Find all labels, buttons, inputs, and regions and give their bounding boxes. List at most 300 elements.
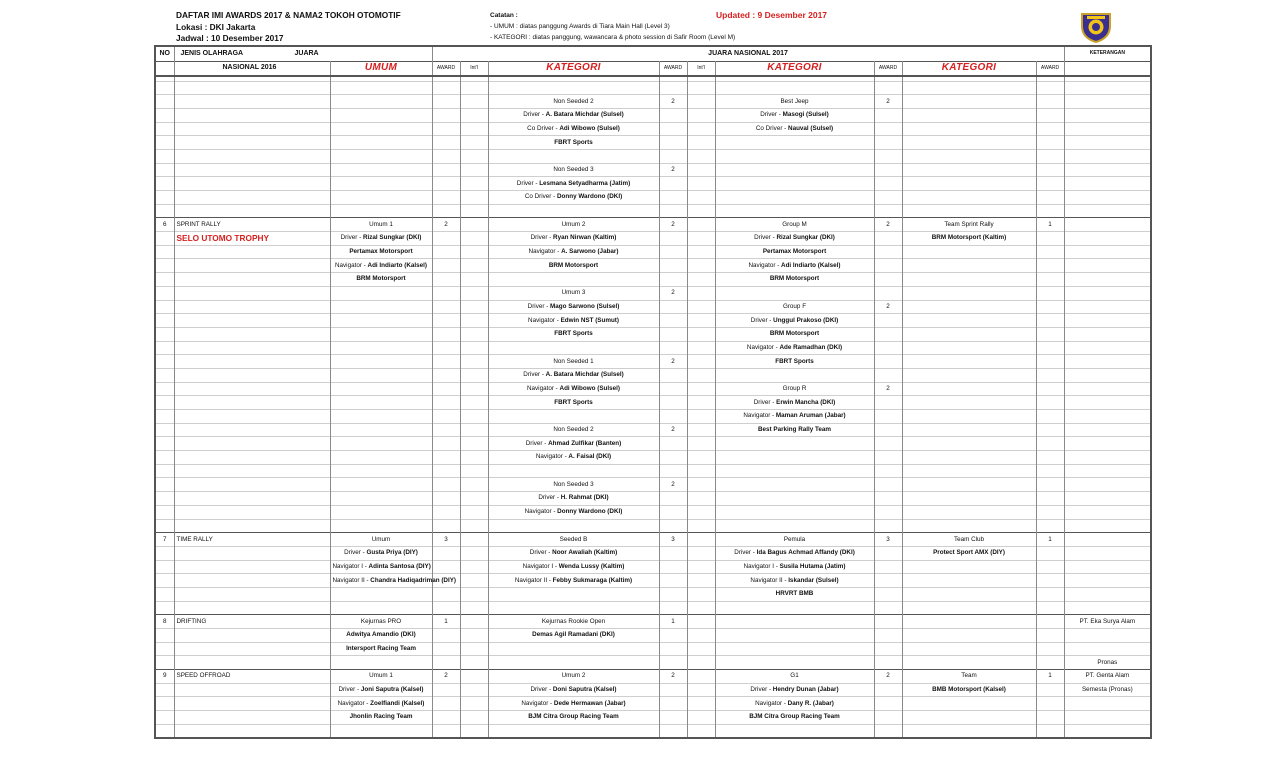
table-cell bbox=[174, 191, 330, 205]
table-cell bbox=[174, 519, 330, 533]
table-cell bbox=[687, 396, 715, 410]
table-cell bbox=[330, 601, 432, 615]
table-cell: BMB Motorsport (Kalsel) bbox=[902, 683, 1036, 697]
table-cell bbox=[1064, 492, 1151, 506]
table-cell bbox=[1064, 300, 1151, 314]
table-row bbox=[155, 601, 1151, 615]
table-cell bbox=[460, 642, 488, 656]
table-row bbox=[155, 108, 1151, 122]
table-cell: Non Seeded 2 bbox=[488, 95, 659, 109]
table-cell bbox=[687, 286, 715, 300]
table-cell bbox=[715, 204, 874, 218]
table-cell bbox=[174, 136, 330, 150]
table-cell bbox=[687, 273, 715, 287]
table-cell bbox=[687, 259, 715, 273]
table-row bbox=[155, 642, 1151, 656]
table-cell: DRIFTING bbox=[174, 615, 330, 629]
table-row bbox=[155, 300, 1151, 314]
table-cell bbox=[460, 218, 488, 232]
table-cell bbox=[687, 615, 715, 629]
table-row bbox=[155, 615, 1151, 629]
table-cell bbox=[460, 546, 488, 560]
table-cell bbox=[715, 615, 874, 629]
table-cell: SPEED OFFROAD bbox=[174, 670, 330, 684]
table-cell bbox=[1036, 478, 1064, 492]
table-cell: Navigator I - Susila Hutama (Jatim) bbox=[715, 560, 874, 574]
table-cell: Driver - A. Batara Michdar (Sulsel) bbox=[488, 108, 659, 122]
table-cell bbox=[659, 149, 687, 163]
table-cell bbox=[1064, 505, 1151, 519]
table-cell bbox=[659, 560, 687, 574]
table-cell: Group F bbox=[715, 300, 874, 314]
table-cell bbox=[488, 341, 659, 355]
table-cell bbox=[715, 724, 874, 738]
table-cell bbox=[432, 505, 460, 519]
table-cell bbox=[874, 546, 902, 560]
col-award-1: AWARD bbox=[432, 61, 460, 76]
table-cell bbox=[330, 204, 432, 218]
notes-block bbox=[490, 10, 735, 43]
table-cell bbox=[155, 423, 174, 437]
table-cell bbox=[902, 191, 1036, 205]
table-cell bbox=[488, 601, 659, 615]
table-cell: Best Jeep bbox=[715, 95, 874, 109]
table-cell: Seeded B bbox=[488, 533, 659, 547]
table-cell bbox=[874, 656, 902, 670]
table-cell bbox=[460, 245, 488, 259]
table-cell bbox=[874, 396, 902, 410]
table-cell: Non Seeded 1 bbox=[488, 355, 659, 369]
table-cell bbox=[687, 245, 715, 259]
table-cell: TIME RALLY bbox=[174, 533, 330, 547]
table-cell bbox=[902, 108, 1036, 122]
table-cell bbox=[155, 122, 174, 136]
table-cell bbox=[174, 724, 330, 738]
table-cell bbox=[432, 245, 460, 259]
col-intl-1: Int'l bbox=[460, 61, 488, 76]
table-cell bbox=[687, 136, 715, 150]
table-cell bbox=[874, 492, 902, 506]
table-cell bbox=[330, 464, 432, 478]
table-cell bbox=[460, 451, 488, 465]
table-cell bbox=[432, 300, 460, 314]
table-cell bbox=[460, 492, 488, 506]
table-cell bbox=[432, 232, 460, 246]
table-cell bbox=[687, 327, 715, 341]
table-cell bbox=[460, 519, 488, 533]
table-cell bbox=[874, 642, 902, 656]
table-cell bbox=[460, 149, 488, 163]
table-cell bbox=[174, 314, 330, 328]
table-cell: 8 bbox=[155, 615, 174, 629]
col-juara-label: JUARA bbox=[294, 50, 319, 57]
table-row bbox=[155, 519, 1151, 533]
table-cell bbox=[659, 136, 687, 150]
table-cell: BRM Motorsport bbox=[330, 273, 432, 287]
table-cell bbox=[902, 341, 1036, 355]
table-cell bbox=[460, 464, 488, 478]
table-cell bbox=[155, 656, 174, 670]
table-cell: Pemula bbox=[715, 533, 874, 547]
table-cell bbox=[1036, 355, 1064, 369]
table-cell bbox=[460, 683, 488, 697]
table-cell: Driver - Erwin Mancha (DKI) bbox=[715, 396, 874, 410]
table-cell: Navigator - Dany R. (Jabar) bbox=[715, 697, 874, 711]
table-cell: Pertamax Motorsport bbox=[715, 245, 874, 259]
table-cell bbox=[1036, 711, 1064, 725]
table-cell bbox=[1036, 574, 1064, 588]
table-cell bbox=[1064, 546, 1151, 560]
table-cell bbox=[715, 601, 874, 615]
table-cell bbox=[902, 574, 1036, 588]
table-cell bbox=[1064, 629, 1151, 643]
table-cell bbox=[488, 656, 659, 670]
table-cell: Umum 1 bbox=[330, 670, 432, 684]
table-cell: 1 bbox=[432, 615, 460, 629]
table-cell bbox=[432, 546, 460, 560]
table-cell bbox=[174, 505, 330, 519]
table-cell bbox=[432, 396, 460, 410]
table-row bbox=[155, 451, 1151, 465]
table-cell bbox=[902, 286, 1036, 300]
table-cell bbox=[902, 560, 1036, 574]
table-cell bbox=[687, 519, 715, 533]
table-cell bbox=[687, 464, 715, 478]
table-cell: 3 bbox=[659, 533, 687, 547]
table-cell bbox=[1036, 683, 1064, 697]
table-row bbox=[155, 314, 1151, 328]
table-cell bbox=[874, 108, 902, 122]
table-row bbox=[155, 533, 1151, 547]
table-cell bbox=[902, 437, 1036, 451]
table-cell: BRM Motorsport (Kaltim) bbox=[902, 232, 1036, 246]
table-cell bbox=[874, 410, 902, 424]
table-cell bbox=[659, 273, 687, 287]
table-cell bbox=[155, 519, 174, 533]
table-cell bbox=[874, 191, 902, 205]
table-cell bbox=[1036, 642, 1064, 656]
table-cell bbox=[874, 574, 902, 588]
table-cell bbox=[1064, 437, 1151, 451]
table-cell bbox=[659, 314, 687, 328]
table-cell bbox=[687, 478, 715, 492]
table-cell bbox=[155, 697, 174, 711]
table-cell bbox=[174, 546, 330, 560]
table-cell bbox=[715, 163, 874, 177]
table-cell bbox=[460, 629, 488, 643]
table-cell bbox=[659, 656, 687, 670]
note-umum: - UMUM : diatas panggung Awards di Tiara Main Hall (Level 3) bbox=[490, 23, 670, 30]
table-cell: 1 bbox=[1036, 218, 1064, 232]
table-cell bbox=[902, 327, 1036, 341]
table-cell bbox=[432, 273, 460, 287]
table-cell bbox=[1036, 368, 1064, 382]
table-cell bbox=[1064, 245, 1151, 259]
table-cell bbox=[1064, 724, 1151, 738]
table-cell bbox=[659, 492, 687, 506]
table-row bbox=[155, 382, 1151, 396]
table-cell bbox=[330, 368, 432, 382]
table-cell bbox=[432, 122, 460, 136]
table-cell bbox=[1064, 410, 1151, 424]
table-cell bbox=[330, 382, 432, 396]
table-cell: Navigator - A. Sarwono (Jabar) bbox=[488, 245, 659, 259]
table-cell bbox=[460, 300, 488, 314]
table-cell bbox=[460, 505, 488, 519]
table-cell bbox=[488, 519, 659, 533]
table-cell: 2 bbox=[659, 478, 687, 492]
col-jenis-label: JENIS OLAHRAGA bbox=[180, 50, 244, 57]
table-cell bbox=[1036, 629, 1064, 643]
table-cell bbox=[659, 382, 687, 396]
table-cell: BJM Citra Group Racing Team bbox=[488, 711, 659, 725]
table-cell bbox=[902, 601, 1036, 615]
table-cell bbox=[659, 259, 687, 273]
table-cell bbox=[488, 587, 659, 601]
table-cell bbox=[874, 177, 902, 191]
table-cell bbox=[902, 587, 1036, 601]
table-cell bbox=[330, 396, 432, 410]
table-cell bbox=[155, 163, 174, 177]
table-cell bbox=[1036, 273, 1064, 287]
table-cell bbox=[432, 697, 460, 711]
table-cell bbox=[155, 546, 174, 560]
table-cell bbox=[874, 451, 902, 465]
table-cell bbox=[330, 286, 432, 300]
table-cell: Navigator II - Chandra Hadiqadriman (DIY) bbox=[330, 574, 432, 588]
table-cell bbox=[488, 149, 659, 163]
table-cell bbox=[330, 724, 432, 738]
table-cell bbox=[659, 204, 687, 218]
table-cell: Demas Agil Ramadani (DKI) bbox=[488, 629, 659, 643]
table-cell bbox=[1036, 191, 1064, 205]
table-cell bbox=[1036, 437, 1064, 451]
table-cell bbox=[1064, 451, 1151, 465]
table-cell bbox=[1036, 81, 1064, 95]
table-cell bbox=[902, 492, 1036, 506]
table-cell: Driver - H. Rahmat (DKI) bbox=[488, 492, 659, 506]
table-cell bbox=[1064, 177, 1151, 191]
table-row bbox=[155, 95, 1151, 109]
table-cell: Team Sprint Rally bbox=[902, 218, 1036, 232]
col-award-2: AWARD bbox=[659, 61, 687, 76]
table-cell bbox=[715, 177, 874, 191]
table-cell: Umum 3 bbox=[488, 286, 659, 300]
table-row bbox=[155, 163, 1151, 177]
table-cell bbox=[432, 437, 460, 451]
table-cell: 9 bbox=[155, 670, 174, 684]
table-cell: Navigator - Dede Hermawan (Jabar) bbox=[488, 697, 659, 711]
table-cell bbox=[460, 108, 488, 122]
table-cell bbox=[1036, 163, 1064, 177]
table-cell: Navigator - Edwin NST (Sumut) bbox=[488, 314, 659, 328]
table-cell bbox=[715, 464, 874, 478]
table-cell bbox=[174, 560, 330, 574]
table-cell bbox=[432, 177, 460, 191]
table-cell bbox=[460, 533, 488, 547]
col-keterangan: KETERANGAN bbox=[1064, 46, 1151, 61]
table-cell bbox=[687, 300, 715, 314]
table-cell bbox=[330, 423, 432, 437]
table-cell bbox=[174, 410, 330, 424]
document-header bbox=[176, 10, 401, 45]
table-cell bbox=[687, 533, 715, 547]
table-cell bbox=[488, 464, 659, 478]
table-cell bbox=[659, 108, 687, 122]
col-no: NO bbox=[155, 46, 174, 61]
table-cell bbox=[155, 286, 174, 300]
table-cell bbox=[174, 711, 330, 725]
table-cell bbox=[1036, 519, 1064, 533]
table-cell bbox=[1036, 464, 1064, 478]
table-cell bbox=[1036, 122, 1064, 136]
table-cell bbox=[687, 560, 715, 574]
table-cell: Navigator II - Febby Sukmaraga (Kaltim) bbox=[488, 574, 659, 588]
col-award-3: AWARD bbox=[874, 61, 902, 76]
table-cell bbox=[1036, 615, 1064, 629]
table-row bbox=[155, 697, 1151, 711]
table-cell bbox=[687, 177, 715, 191]
table-cell bbox=[874, 327, 902, 341]
table-cell: Kejurnas PRO bbox=[330, 615, 432, 629]
table-cell bbox=[155, 464, 174, 478]
table-cell bbox=[1036, 232, 1064, 246]
table-cell bbox=[432, 163, 460, 177]
table-cell bbox=[874, 683, 902, 697]
table-cell: Driver - Gusta Priya (DIY) bbox=[330, 546, 432, 560]
table-cell: 2 bbox=[659, 95, 687, 109]
table-cell: SELO UTOMO TROPHY bbox=[174, 232, 330, 246]
table-cell bbox=[432, 629, 460, 643]
table-cell bbox=[902, 410, 1036, 424]
table-cell bbox=[1036, 177, 1064, 191]
table-row bbox=[155, 711, 1151, 725]
table-cell bbox=[1064, 149, 1151, 163]
table-cell bbox=[1036, 423, 1064, 437]
table-row bbox=[155, 437, 1151, 451]
table-cell: Driver - Mago Sarwono (Sulsel) bbox=[488, 300, 659, 314]
table-cell bbox=[1036, 259, 1064, 273]
table-cell bbox=[155, 149, 174, 163]
table-cell bbox=[902, 245, 1036, 259]
table-cell bbox=[1064, 587, 1151, 601]
table-cell bbox=[902, 81, 1036, 95]
table-cell bbox=[1064, 341, 1151, 355]
table-cell: FBRT Sports bbox=[488, 136, 659, 150]
table-cell bbox=[460, 204, 488, 218]
table-cell: 2 bbox=[432, 218, 460, 232]
table-cell: Navigator - Donny Wardono (DKI) bbox=[488, 505, 659, 519]
table-cell bbox=[902, 656, 1036, 670]
table-row bbox=[155, 149, 1151, 163]
table-row bbox=[155, 368, 1151, 382]
table-cell bbox=[330, 163, 432, 177]
table-cell bbox=[460, 437, 488, 451]
table-cell bbox=[874, 245, 902, 259]
table-cell bbox=[715, 191, 874, 205]
table-cell bbox=[715, 81, 874, 95]
table-cell bbox=[460, 191, 488, 205]
table-cell bbox=[460, 368, 488, 382]
table-cell bbox=[715, 505, 874, 519]
table-cell bbox=[874, 587, 902, 601]
table-cell bbox=[174, 245, 330, 259]
table-cell bbox=[1036, 95, 1064, 109]
table-cell bbox=[1036, 245, 1064, 259]
table-cell bbox=[330, 314, 432, 328]
table-cell bbox=[715, 492, 874, 506]
table-cell bbox=[330, 451, 432, 465]
table-cell bbox=[1036, 587, 1064, 601]
table-cell bbox=[432, 382, 460, 396]
table-cell bbox=[1064, 204, 1151, 218]
table-cell bbox=[659, 464, 687, 478]
table-cell bbox=[432, 286, 460, 300]
table-cell bbox=[432, 519, 460, 533]
table-cell: Non Seeded 2 bbox=[488, 423, 659, 437]
table-row bbox=[155, 286, 1151, 300]
table-cell bbox=[687, 218, 715, 232]
schedule-label: Jadwal : 10 Desember 2017 bbox=[176, 33, 284, 43]
table-cell bbox=[155, 95, 174, 109]
table-cell bbox=[432, 259, 460, 273]
table-cell bbox=[1036, 108, 1064, 122]
table-cell bbox=[174, 341, 330, 355]
table-row bbox=[155, 656, 1151, 670]
table-cell bbox=[330, 191, 432, 205]
table-cell bbox=[174, 149, 330, 163]
table-cell: 2 bbox=[874, 218, 902, 232]
table-cell bbox=[902, 505, 1036, 519]
table-cell: Pertamax Motorsport bbox=[330, 245, 432, 259]
table-cell bbox=[1064, 601, 1151, 615]
table-cell bbox=[874, 259, 902, 273]
table-cell bbox=[874, 136, 902, 150]
table-row bbox=[155, 587, 1151, 601]
table-cell bbox=[874, 423, 902, 437]
table-cell: PT. Genta Alam bbox=[1064, 670, 1151, 684]
table-row bbox=[155, 464, 1151, 478]
table-cell bbox=[460, 327, 488, 341]
table-cell bbox=[1036, 136, 1064, 150]
table-cell bbox=[874, 341, 902, 355]
table-cell bbox=[174, 642, 330, 656]
table-cell bbox=[330, 300, 432, 314]
table-cell bbox=[1036, 341, 1064, 355]
table-cell bbox=[1036, 314, 1064, 328]
table-cell bbox=[432, 410, 460, 424]
table-cell bbox=[432, 355, 460, 369]
table-cell bbox=[687, 601, 715, 615]
table-cell: Driver - Rizal Sungkar (DKI) bbox=[715, 232, 874, 246]
table-cell bbox=[174, 355, 330, 369]
table-cell: 2 bbox=[659, 218, 687, 232]
table-cell bbox=[432, 642, 460, 656]
table-cell bbox=[1036, 697, 1064, 711]
table-cell bbox=[659, 574, 687, 588]
table-cell bbox=[155, 574, 174, 588]
table-cell bbox=[460, 232, 488, 246]
table-cell bbox=[659, 451, 687, 465]
table-cell bbox=[902, 464, 1036, 478]
table-cell: SPRINT RALLY bbox=[174, 218, 330, 232]
table-cell bbox=[155, 642, 174, 656]
table-cell bbox=[155, 396, 174, 410]
table-row bbox=[155, 81, 1151, 95]
table-cell bbox=[1064, 191, 1151, 205]
table-cell bbox=[330, 505, 432, 519]
table-cell bbox=[1036, 204, 1064, 218]
